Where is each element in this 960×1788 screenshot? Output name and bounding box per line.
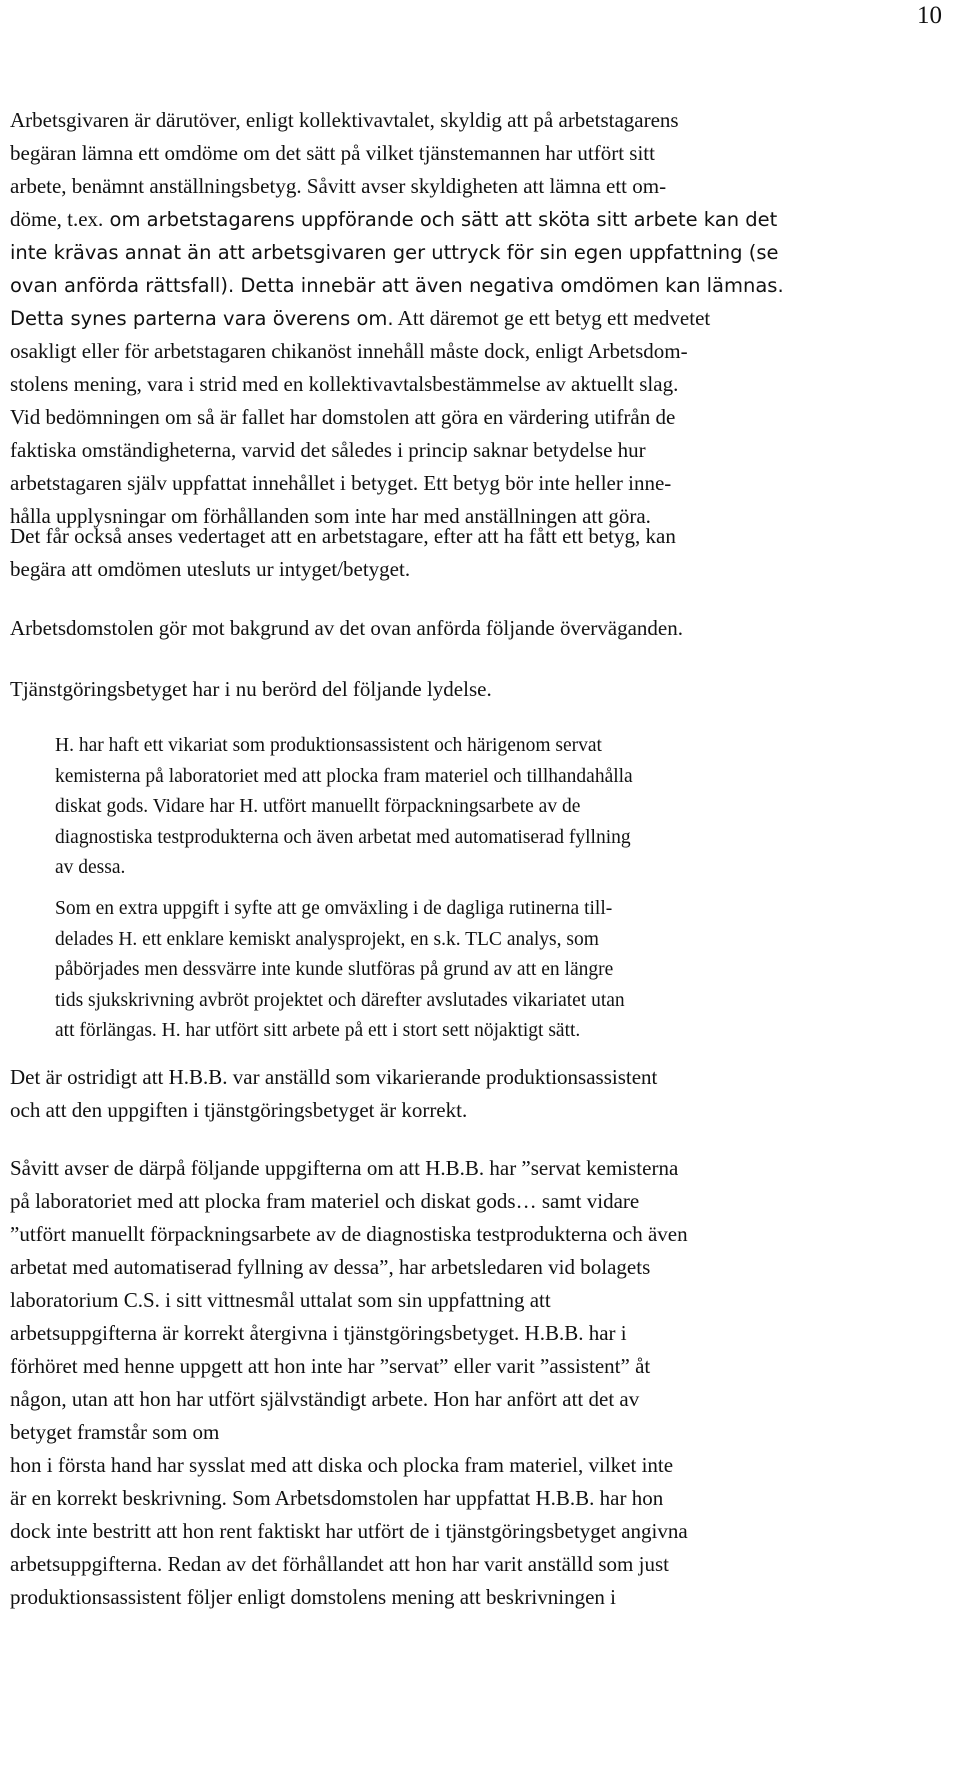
text-line: Det får också anses vedertaget att en arbetstagare, efter att ha fått ett betyg, kan [10, 524, 676, 548]
text-line: ovan anförda rättsfall). Detta innebär att även negativa omdömen kan lämnas. [10, 274, 784, 297]
paragraph-undisputed [10, 1061, 657, 1127]
text-line: betyget framstår som om [10, 1420, 220, 1444]
text-line: och att den uppgiften i tjänstgöringsbetyget är korrekt. [10, 1098, 468, 1122]
text-line: är en korrekt beskrivning. Som Arbetsdomstolen har uppfattat H.B.B. har hon [10, 1486, 664, 1510]
text-line: produktionsassistent följer enligt domstolens mening att beskrivningen i [10, 1585, 617, 1609]
text-line: hålla upplysningar om förhållanden som inte har med anställningen att göra. [10, 504, 651, 528]
text-fragment: döme, t.ex. [10, 207, 104, 231]
text-line: någon, utan att hon har utfört självständigt arbete. Hon har anfört att det av [10, 1387, 640, 1411]
text-line: på laboratoriet med att plocka fram materiel och diskat gods… samt vidare [10, 1189, 640, 1213]
text-line: begäran lämna ett omdöme om det sätt på vilket tjänstemannen har utfört sitt [10, 141, 655, 165]
text-line: Arbetsgivaren är därutöver, enligt kollektivavtalet, skyldig att på arbetstagarens [10, 108, 679, 132]
text-fragment: Att däremot ge ett betyg ett medvetet [393, 306, 711, 330]
text-line: Som en extra uppgift i syfte att ge omväxling i de dagliga rutinerna till- [55, 898, 613, 919]
text-line: Arbetsdomstolen gör mot bakgrund av det ovan anförda följande överväganden. [10, 616, 683, 640]
paragraph-employer-duty [10, 104, 784, 533]
text-line: H. har haft ett vikariat som produktionsassistent och härigenom servat [55, 735, 602, 756]
paragraph-tasks-assessment [10, 1152, 688, 1614]
text-line: laboratorium C.S. i sitt vittnesmål uttalat som sin uppfattning att [10, 1288, 551, 1312]
text-line: Tjänstgöringsbetyget har i nu berörd del följande lydelse. [10, 677, 492, 701]
text-line: ”utfört manuellt förpackningsarbete av de diagnostiska testprodukterna och även [10, 1222, 688, 1246]
text-fragment: om arbetstagarens uppförande och sätt att sköta sitt arbete kan det [103, 208, 778, 231]
text-line: Det är ostridigt att H.B.B. var anställd som vikarierande produktionsassistent [10, 1065, 658, 1089]
page-number: 10 [917, 2, 942, 29]
text-line: stolens mening, vara i strid med en kollektivavtalsbestämmelse av aktuellt slag. [10, 372, 679, 396]
text-line: delades H. ett enklare kemiskt analysprojekt, en s.k. TLC analys, som [55, 928, 599, 950]
text-line: förhöret med henne uppgett att hon inte har ”servat” eller varit ”assistent” åt [10, 1354, 651, 1378]
text-line: hon i första hand har sysslat med att diska och plocka fram materiel, vilket inte [10, 1453, 674, 1477]
text-line: tids sjukskrivning avbröt projektet och därefter avslutades vikariatet utan [55, 989, 625, 1011]
text-line: påbörjades men dessvärre inte kunde slutföras på grund av att en längre [55, 959, 614, 980]
text-line: osakligt eller för arbetstagaren chikanöst innehåll måste dock, enligt Arbetsdom- [10, 339, 688, 363]
text-line: diskat gods. Vidare har H. utfört manuellt förpackningsarbete av de [55, 796, 581, 817]
text-line: arbetsuppgifterna. Redan av det förhållandet att hon har varit anställd som just [10, 1552, 669, 1576]
text-line: inte krävas annat än att arbetsgivaren ger uttryck för sin egen uppfattning (se [10, 241, 779, 264]
text-line: Såvitt avser de därpå följande uppgifterna om att H.B.B. har ”servat kemisterna [10, 1156, 679, 1180]
text-line: dock inte bestritt att hon rent faktiskt har utfört de i tjänstgöringsbetyget angivna [10, 1519, 688, 1543]
text-line [10, 302, 784, 335]
text-line: diagnostiska testprodukterna och även arbetat med automatiserad fyllning [55, 826, 631, 848]
text-line: arbetstagaren själv uppfattat innehållet i betyget. Ett betyg bör inte heller inne- [10, 471, 672, 495]
paragraph-wording-intro [10, 673, 492, 706]
text-fragment: Detta synes parterna vara överens om. [10, 307, 394, 330]
text-line: Vid bedömningen om så är fallet har domstolen att göra en värdering utifrån de [10, 405, 676, 429]
text-line [10, 203, 784, 236]
quoted-certificate-part-2 [55, 894, 625, 1047]
text-line: arbetsuppgifterna är korrekt återgivna i tjänstgöringsbetyget. H.B.B. har i [10, 1321, 627, 1345]
text-line: kemisterna på laboratoriet med att plocka fram materiel och tillhandahålla [55, 765, 633, 787]
text-line: att förlängas. H. har utfört sitt arbete på ett i stort sett nöjaktigt sätt. [55, 1020, 581, 1041]
paragraph-considerations [10, 612, 683, 645]
text-line: begära att omdömen utesluts ur intyget/betyget. [10, 557, 411, 581]
text-line: faktiska omständigheterna, varvid det således i princip saknar betydelse hur [10, 438, 646, 462]
text-line: arbete, benämnt anställningsbetyg. Såvitt avser skyldigheten att lämna ett om- [10, 174, 667, 198]
text-line: av dessa. [55, 857, 126, 878]
paragraph-exclusion [10, 520, 676, 586]
quoted-certificate-part-1 [55, 731, 633, 884]
text-line: arbetat med automatiserad fyllning av dessa”, har arbetsledaren vid bolagets [10, 1255, 651, 1279]
